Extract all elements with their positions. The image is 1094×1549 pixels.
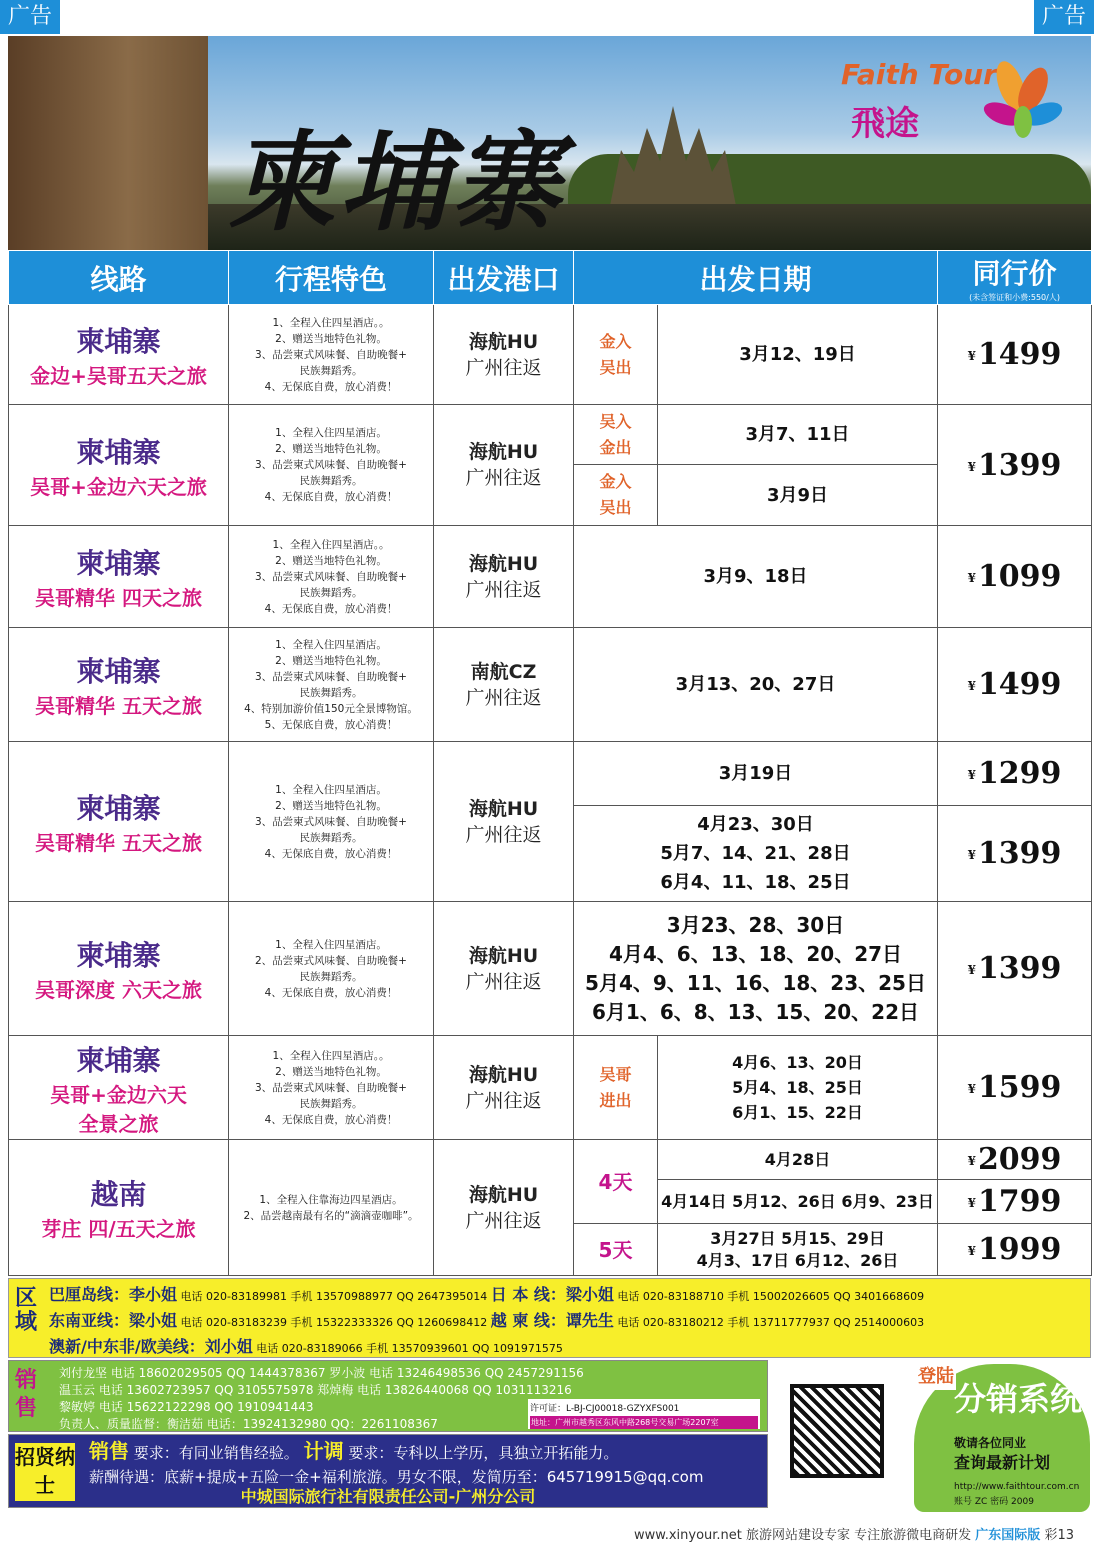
route-sub-2: 全景之旅 (78, 1111, 159, 1136)
duration-4days: 4天 (574, 1140, 658, 1224)
features: 1、全程入住四星酒店。。 2、赠送当地特色礼物。 3、品尝柬式风味餐、自助晚餐+ 民族舞蹈秀。 4、无保底自费，放心消费！ (229, 305, 434, 405)
route-name: 柬埔寨 (76, 1043, 161, 1077)
fenxiao-line1: 敬请各位同业 (954, 1436, 1027, 1450)
fenxiao-url[interactable]: http://www.faithtour.com.cn (954, 1482, 1080, 1492)
duration-5days: 5天 (574, 1224, 658, 1276)
ad-label-right: 广告 (1034, 0, 1094, 34)
in-out: 吴哥 进出 (574, 1036, 658, 1140)
recruit-title-planner: 计调 (303, 1439, 344, 1463)
departure-dates: 3月9日 (658, 465, 938, 526)
features: 1、全程入住四星酒店。 2、品尝柬式风味餐、自助晚餐+ 民族舞蹈秀。 4、无保底自费，放心消费！ (229, 902, 434, 1036)
route-name: 柬埔寨 (76, 792, 161, 825)
price: ¥1599 (938, 1036, 1092, 1140)
departure-port: 海航HU 广州往返 (434, 742, 574, 902)
ad-label-left: 广告 (0, 0, 60, 34)
address: 地址：广州市越秀区东风中路268号交易广场2207室 (530, 1416, 758, 1429)
departure-port: 海航HU 广州往返 (434, 902, 574, 1036)
departure-dates: 3月9、18日 (574, 526, 938, 628)
sales-row: 黎敏婷 电话 15622122298 QQ 1910941443 (59, 1400, 314, 1414)
table-row (9, 305, 1092, 405)
sales-row: 负责人、质量监督：衡洁茹 电话：13924132980 QQ：2261108367 (59, 1417, 438, 1431)
features: 1、全程入住靠海边四星酒店。 2、品尝越南最有名的“滴滴壶咖啡”。 (229, 1140, 434, 1276)
footer-edition: 广东国际版 (975, 1528, 1041, 1543)
table-row (9, 902, 1092, 1036)
departure-dates: 3月13、20、27日 (574, 628, 938, 742)
route-sub: 吴哥+金边六天 (50, 1082, 187, 1107)
price: ¥1999 (938, 1224, 1092, 1276)
route-name: 越南 (90, 1178, 147, 1211)
logo-cn: 飛途 (851, 104, 919, 144)
sales-row: 温玉云 电话 13602723957 QQ 3105575978 郑焯梅 电话 13826440068 QQ 1031113216 (59, 1383, 572, 1397)
region-row: 巴厘岛线：李小姐 电话 020-83189981 手机 13570988977 QQ 2647395014 日 本 线：梁小姐 电话 020-83188710 手机 15002026605 QQ 3401668609 (49, 1285, 925, 1304)
departure-dates: 4月6、13、20日 5月4、18、25日 6月1、15、22日 (658, 1036, 938, 1140)
departure-dates: 3月12、19日 (658, 305, 938, 405)
region-row: 澳新/中东非/欧美线：刘小姐 电话 020-83189066 手机 13570939601 QQ 1091971575 (49, 1337, 563, 1356)
in-out: 金入 吴出 (574, 465, 658, 526)
departure-dates: 3月27日 5月15、29日 4月3、17日 6月12、26日 (658, 1224, 938, 1276)
recruit-title-sales: 销售 (89, 1439, 129, 1463)
route-sub: 吴哥精华 五天之旅 (35, 831, 202, 855)
header-dates: 出发日期 (574, 251, 938, 305)
departure-dates: 4月28日 (658, 1140, 938, 1180)
region-contacts (8, 1278, 1091, 1358)
fenxiao-title: 分销系统 (954, 1380, 1083, 1418)
price: ¥1799 (938, 1180, 1092, 1224)
table-row (9, 628, 1092, 742)
distribution-system[interactable] (914, 1364, 1090, 1512)
flower-icon (981, 56, 1065, 140)
route-name: 柬埔寨 (76, 939, 161, 972)
page-number: 彩13 (1044, 1528, 1074, 1543)
banner (8, 36, 1091, 250)
fenxiao-line2: 查询最新计划 (954, 1453, 1051, 1472)
recruit-pay: 薪酬待遇：底薪+提成+五险一金+福利旅游。男女不限，发简历至：645719915@qq.com (89, 1468, 704, 1486)
route-sub: 吴哥精华 四天之旅 (35, 586, 202, 610)
departure-dates: 4月23、30日 5月7、14、21、28日 6月4、11、18、25日 (574, 806, 938, 902)
table-row (9, 405, 1092, 465)
footer-text: www.xinyour.net 旅游网站建设专家 专注旅游微电商研发 (634, 1528, 972, 1543)
login-badge[interactable]: 登陆 (916, 1360, 956, 1390)
header-feature: 行程特色 (229, 251, 434, 305)
route-sub: 吴哥精华 五天之旅 (35, 694, 202, 718)
route-name: 柬埔寨 (76, 325, 161, 358)
qr-code-icon (790, 1384, 884, 1478)
price: ¥1099 (938, 526, 1092, 628)
license-number: 许可证：L-BJ-CJ00018-GZYXFS001 (530, 1404, 680, 1414)
departure-dates: 3月7、11日 (658, 405, 938, 465)
header-price: 同行价 (未含签证和小费:550/人) (938, 251, 1092, 305)
departure-port: 海航HU 广州往返 (434, 1036, 574, 1140)
company-name: 中城国际旅行社有限责任公司-广州分公司 (240, 1487, 536, 1506)
route-sub: 吴哥深度 六天之旅 (35, 978, 202, 1002)
fenxiao-account: 账号 ZC 密码 2009 (954, 1497, 1034, 1507)
features: 1、全程入住四星酒店。 2、赠送当地特色礼物。 3、品尝柬式风味餐、自助晚餐+ 民族舞蹈秀。 4、无保底自费，放心消费！ (229, 742, 434, 902)
features: 1、全程入住四星酒店。 2、赠送当地特色礼物。 3、品尝柬式风味餐、自助晚餐+ 民族舞蹈秀。 4、特别加游价值150元全景博物馆。 5、无保底自费，放心消费！ (229, 628, 434, 742)
route-sub: 金边+吴哥五天之旅 (30, 364, 207, 388)
departure-port: 海航HU 广州往返 (434, 305, 574, 405)
region-label: 区域 (14, 1286, 37, 1335)
price: ¥1399 (938, 405, 1092, 526)
route-name: 柬埔寨 (76, 655, 161, 688)
departure-port: 南航CZ 广州往返 (434, 628, 574, 742)
route-sub: 芽庄 四/五天之旅 (41, 1217, 196, 1241)
departure-dates: 3月23、28、30日 4月4、6、13、18、20、27日 5月4、9、11、16、18、23、25日 6月1、6、8、13、15、20、22日 (574, 902, 938, 1036)
banner-title: 柬埔寨 (228, 120, 565, 246)
header-route: 线路 (9, 251, 229, 305)
in-out: 吴入 金出 (574, 405, 658, 465)
table-row (9, 742, 1092, 806)
footer (634, 1524, 1074, 1543)
price: ¥2099 (938, 1140, 1092, 1180)
angkor-temple-image (608, 106, 738, 216)
in-out: 金入 吴出 (574, 305, 658, 405)
license-box (528, 1399, 760, 1429)
features: 1、全程入住四星酒店。。 2、赠送当地特色礼物。 3、品尝柬式风味餐、自助晚餐+ 民族舞蹈秀。 4、无保底自费，放心消费！ (229, 526, 434, 628)
price: ¥1499 (938, 628, 1092, 742)
price: ¥1399 (938, 902, 1092, 1036)
route-sub: 吴哥+金边六天之旅 (30, 474, 207, 499)
departure-port: 海航HU 广州往返 (434, 405, 574, 526)
table-row (9, 1036, 1092, 1140)
price-table (8, 250, 1092, 1276)
bayon-statue-image (8, 36, 208, 250)
recruit-label: 招贤纳士 (15, 1443, 75, 1501)
features: 1、全程入住四星酒店。。 2、赠送当地特色礼物。 3、品尝柬式风味餐、自助晚餐+ 民族舞蹈秀。 4、无保底自费，放心消费！ (229, 1036, 434, 1140)
features: 1、全程入住四星酒店。 2、赠送当地特色礼物。 3、品尝柬式风味餐、自助晚餐+ 民族舞蹈秀。 4、无保底自费，放心消费！ (229, 405, 434, 526)
price: ¥1299 (938, 742, 1092, 806)
sales-label: 销售 (14, 1368, 37, 1421)
region-row: 东南亚线：梁小姐 电话 020-83183239 手机 15322333326 QQ 1260698412 越 柬 线：谭先生 电话 020-83180212 手机 13711777937 QQ 2514000603 (49, 1311, 925, 1330)
recruit-box: 招贤纳士 销售 要求：有同业销售经验。 计调 要求：专科以上学历，具独立开拓能力。 薪酬待遇：底薪+提成+五险一金+福利旅游。男女不限，发简历至：645719915@qq.com 中城国际旅行社有限责任公司-广州分公司 (8, 1434, 768, 1508)
departure-dates: 3月19日 (574, 742, 938, 806)
route-name: 柬埔寨 (76, 435, 161, 469)
faith-tour-logo (841, 50, 1071, 146)
departure-dates: 4月14日 5月12、26日 6月9、23日 (658, 1180, 938, 1224)
table-row (9, 1140, 1092, 1180)
route-name: 柬埔寨 (76, 547, 161, 580)
departure-port: 海航HU 广州往返 (434, 526, 574, 628)
table-row (9, 526, 1092, 628)
header-port: 出发港口 (434, 251, 574, 305)
logo-en: Faith Tour (841, 58, 997, 91)
price: ¥1499 (938, 305, 1092, 405)
departure-port: 海航HU 广州往返 (434, 1140, 574, 1276)
sales-row: 刘付龙坚 电话 18602029505 QQ 1444378367 罗小波 电话 13246498536 QQ 2457291156 (59, 1366, 584, 1380)
price: ¥1399 (938, 806, 1092, 902)
